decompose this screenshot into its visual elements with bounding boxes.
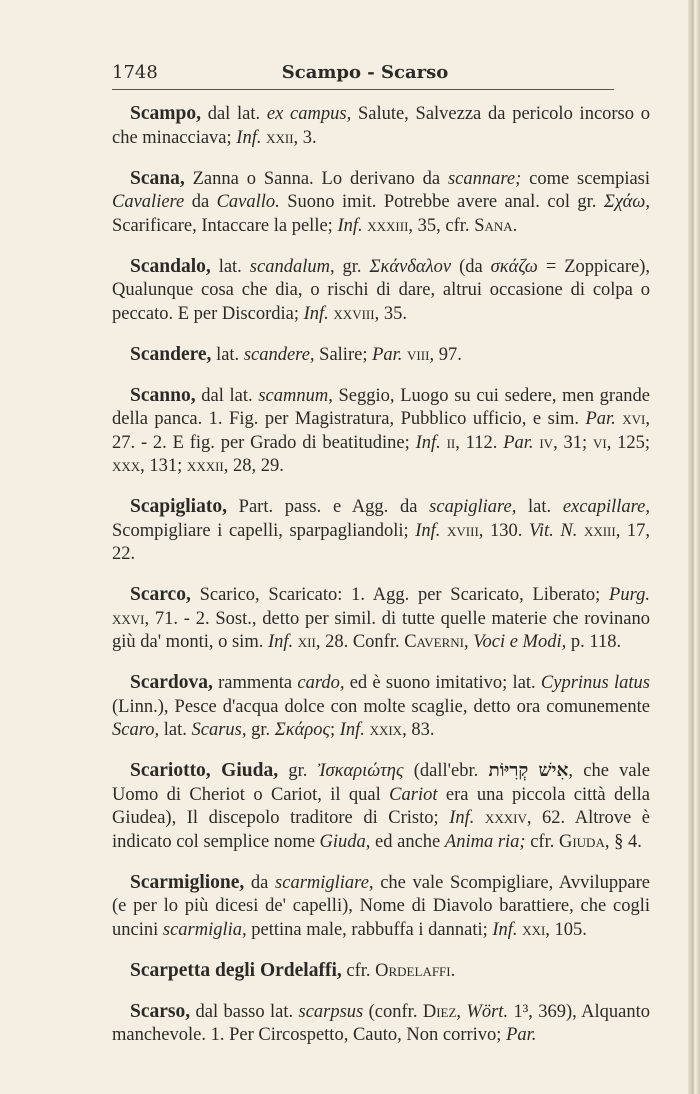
entry-headword: Scana, (130, 167, 185, 189)
italic-text: Cariot (389, 784, 438, 805)
entry-text: , 62. Altrove è indicato col semplice nome (112, 808, 650, 852)
small-caps-text: Sana (474, 215, 513, 236)
entry-text: Scompigliare i capelli, sparpagliandoli; (112, 520, 416, 541)
small-caps-text: xxvi (112, 608, 145, 629)
dictionary-entry (112, 102, 650, 150)
entry-text: , 112. (455, 432, 504, 453)
italic-text: Giuda, (319, 831, 371, 852)
dictionary-entry (112, 255, 650, 327)
entry-text: , 125; (606, 432, 651, 453)
small-caps-text: xii (293, 632, 316, 652)
italic-text: Cavaliere (112, 192, 185, 212)
entry-text: ; (329, 720, 340, 740)
dictionary-entry (112, 671, 650, 743)
small-caps-text: ii (440, 432, 456, 453)
entry-text: che vale Scompigliare, Avviluppare (e per lo più dicesi de' capelli), Nome di Diavolo barattiere, che cogli uncini (112, 872, 650, 940)
entry-text: , 131; (140, 456, 187, 476)
entry-text: , 105. (545, 919, 587, 940)
entry-text: . (512, 215, 518, 236)
hebrew-text: אִישׁ קְרִיּוֹת (488, 761, 569, 781)
small-caps-text: Caverni (404, 632, 464, 652)
entry-headword: Scarpetta degli Ordelaffi, (130, 959, 342, 981)
page-edge (688, 0, 700, 1094)
italic-text: Wört. (466, 1001, 509, 1022)
entry-headword: Scariotto, Giuda, (130, 760, 279, 781)
italic-text: Inf. (449, 808, 475, 828)
italic-text: Par. (585, 409, 616, 429)
entry-text: da (184, 192, 217, 212)
entry-headword: Scarso, (130, 1000, 191, 1022)
small-caps-text: xxix (364, 720, 403, 740)
entry-text: . (450, 960, 456, 981)
italic-text: Inf. (339, 720, 365, 740)
entry-text: , 3. (293, 127, 317, 148)
entry-text: Part. pass. e Agg. da (226, 497, 430, 517)
entry-headword: Scandalo, (130, 255, 211, 277)
entry-headword: Scardova, (130, 672, 213, 693)
entry-text: , 31; (553, 432, 593, 453)
dictionary-entry (112, 343, 650, 368)
italic-text: Σκάνδαλον (369, 256, 452, 277)
dictionary-entry (112, 871, 650, 943)
entry-text: lat. (211, 344, 244, 365)
italic-text: Σκάρος (274, 720, 330, 740)
entry-text: , 97. (429, 344, 462, 365)
entry-text: era una piccola città della Giudea), Il discepolo traditore di Cristo; (112, 784, 650, 828)
small-caps-text: xxxiii (362, 215, 409, 236)
entry-text: , che vale Uomo di Cheriot o Cariot, il qual (112, 761, 650, 805)
entry-headword: Scandere, (130, 343, 212, 365)
entry-text: lat. (159, 720, 192, 740)
entry-text: , 27. - 2. E fig. per Grado di beatitudine; (112, 409, 650, 453)
italic-text: Inf. (236, 127, 262, 148)
entry-text: pettina male, rabbuffa i dannati; (246, 919, 493, 940)
italic-text: Par. (506, 1025, 537, 1045)
entry-text: p. 118. (566, 632, 622, 652)
italic-text: Inf. (492, 919, 518, 940)
italic-text: Par. (503, 432, 534, 453)
entry-headword: Scapigliato, (130, 496, 227, 517)
entry-headword: Scanno, (130, 384, 196, 406)
small-caps-text: xxxiv (474, 808, 527, 828)
italic-text: ex campus, (266, 104, 352, 124)
dictionary-entry (112, 1000, 650, 1048)
entry-text: , 28. Confr. (315, 632, 405, 652)
entry-text: (confr. (363, 1001, 423, 1022)
small-caps-text: vi (592, 432, 607, 453)
italic-text: Inf. (303, 303, 329, 324)
entry-text: 1³, 369), Alquanto manchevole. 1. Per Circospetto, Cauto, Non corrivo; (112, 1001, 651, 1045)
entry-text: Seggio, Luogo su cui sedere, men grande della panca. 1. Fig. per Magistratura, Pubblico ufficio, e sim. (112, 385, 650, 429)
small-caps-text: xxx (112, 456, 141, 476)
italic-text: Par. (372, 344, 403, 365)
dictionary-entry (112, 384, 650, 479)
entry-text: , 71. - 2. Sost., detto per simil. di tutte quelle materie che rovinano giù da' monti, o sim. (112, 608, 650, 652)
entry-text: dal lat. (195, 385, 259, 406)
italic-text: scarmiglia, (162, 919, 247, 940)
dictionary-entry (112, 495, 650, 567)
italic-text: scarmigliare, (275, 872, 374, 893)
italic-text: Cavallo. (216, 192, 280, 212)
italic-text: scarpsus (298, 1001, 364, 1022)
entry-text: , 17, 22. (112, 520, 651, 564)
small-caps-text: xxiii (577, 520, 616, 541)
small-caps-text: Diez (422, 1001, 457, 1022)
header-rule (112, 89, 614, 90)
entry-text: , 35. (374, 303, 407, 324)
italic-text: cardo, (297, 673, 345, 693)
italic-text: scandalum, (249, 256, 335, 277)
entry-headword: Scarco, (130, 584, 191, 605)
italic-text: Inf. (415, 520, 441, 541)
entry-text: (Linn.), Pesce d'acqua dolce con molte scaglie, detto ora comunemente (112, 696, 650, 717)
small-caps-text: viii (402, 344, 430, 365)
entry-text: Suono imit. Potrebbe avere anal. col gr. (279, 192, 604, 212)
entry-text: da (244, 872, 276, 893)
small-caps-text: xvi (615, 409, 646, 429)
italic-text: scannare; (447, 168, 522, 189)
italic-text: Inf. (415, 432, 441, 453)
dictionary-entry (112, 167, 650, 239)
entry-text: Scarico, Scaricato: 1. Agg. per Scaricato, Liberato; (190, 585, 610, 605)
italic-text: Scaro, (112, 720, 160, 740)
entry-text: dal basso lat. (190, 1001, 299, 1022)
entry-text: , 83. (402, 720, 435, 740)
entry-text: , Scarificare, Intaccare la pelle; (112, 192, 650, 236)
running-title: Scampo - Scarso (281, 62, 449, 83)
entry-text: dal lat. (200, 104, 267, 124)
entry-text: , (456, 1001, 467, 1022)
entry-text: gr. (334, 256, 370, 277)
entry-text: ed anche (370, 831, 445, 852)
italic-text: scapigliare, (429, 497, 517, 517)
entry-text: gr. (278, 761, 318, 781)
entry-text: , 130. (478, 520, 529, 541)
italic-text: Anima ria; (444, 831, 526, 852)
italic-text: Voci e Modi, (473, 632, 567, 652)
entry-text: , 28, 29. (223, 456, 284, 476)
dictionary-entry (112, 583, 650, 655)
page-header (112, 62, 618, 86)
page-number: 1748 (112, 62, 158, 83)
italic-text: Σχάω (603, 192, 646, 212)
entry-text: Zanna o Sanna. Lo derivano da (184, 168, 448, 189)
entry-text: lat. (516, 497, 563, 517)
italic-text: scamnum, (258, 385, 333, 406)
italic-text: Vit. N. (528, 520, 578, 541)
small-caps-text: xxi (517, 919, 546, 940)
entry-text: cfr. (525, 831, 559, 852)
dictionary-entry (112, 759, 650, 854)
small-caps-text: xxxii (186, 456, 224, 476)
small-caps-text: xviii (440, 520, 479, 541)
entry-text: (dall'ebr. (403, 761, 489, 781)
small-caps-text: Ordelaffi (375, 960, 451, 981)
italic-text: Purg. (609, 585, 650, 605)
italic-text: Cyprinus latus (540, 673, 650, 693)
small-caps-text: xxii (261, 127, 294, 148)
entry-text: , § 4. (604, 831, 642, 852)
italic-text: σκάζω (490, 256, 538, 277)
italic-text: excapillare, (562, 497, 650, 517)
italic-text: Inf. (337, 215, 363, 236)
entries-column (112, 102, 650, 1064)
small-caps-text: Giuda (558, 831, 605, 852)
entry-text: gr. (246, 720, 275, 740)
italic-text: scandere, (243, 344, 315, 365)
small-caps-text: xxviii (328, 303, 375, 324)
entry-text: = Zoppicare), Qualunque cosa che dia, o rischi di dare, altrui occasione di colpa o peccato. E per Discordia; (112, 256, 650, 324)
italic-text: Ἰσκαριώτης (317, 761, 404, 781)
entry-text: ed è suono imitativo; lat. (344, 673, 541, 693)
entry-text: come scempiasi (521, 168, 651, 189)
entry-text: rammenta (212, 673, 298, 693)
entry-text: Salute, Salvezza da pericolo incorso o che minacciava; (112, 104, 650, 148)
entry-text: , 35, cfr. (408, 215, 475, 236)
italic-text: Scarus, (191, 720, 247, 740)
entry-text: , (464, 632, 474, 652)
entry-text: Salire; (314, 344, 373, 365)
entry-headword: Scampo, (130, 103, 201, 124)
dictionary-entry (112, 959, 650, 984)
italic-text: Inf. (267, 632, 294, 652)
small-caps-text: iv (533, 432, 554, 453)
entry-text: cfr. (341, 960, 376, 981)
entry-text: (da (451, 256, 491, 277)
entry-headword: Scarmiglione, (130, 871, 245, 893)
entry-text: lat. (210, 256, 250, 277)
